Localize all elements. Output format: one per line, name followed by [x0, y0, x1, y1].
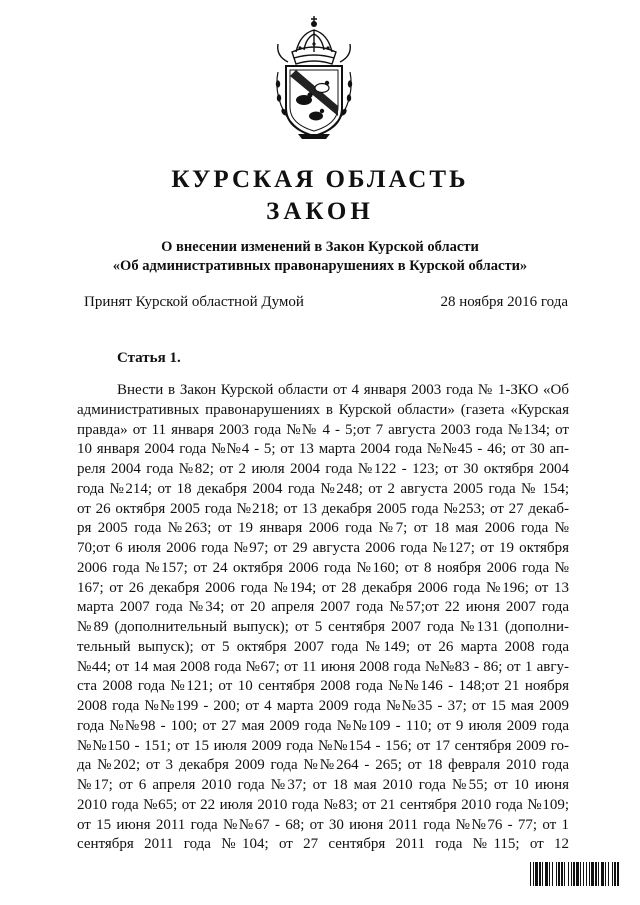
body-line: №№150 - 151; от 15 июля 2009 года №№154 - 156; от 17 сентября 2009 го-: [77, 737, 569, 754]
body-line: да №202; от 3 декабря 2009 года №№264 - 265; от 18 февраля 2010 года: [77, 757, 569, 774]
law-subtitle-line-2: «Об административных правонарушениях в Курской области»: [112, 258, 528, 274]
adopted-by: Принят Курской областной Думой: [84, 294, 304, 310]
body-line: тельный выпуск); от 5 октября 2007 года №149; от 26 марта 2008 года: [77, 638, 569, 655]
region-title: КУРСКАЯ ОБЛАСТЬ: [171, 166, 469, 193]
adoption-date: 28 ноября 2016 года: [440, 294, 568, 310]
body-line: года №№98 - 100; от 27 мая 2009 года №№109 - 110; от 9 июля 2009 года: [77, 717, 569, 734]
body-line: марта 2007 года №34; от 20 апреля 2007 года №57;от 22 июня 2007 года: [77, 599, 569, 616]
coat-of-arms-icon: [270, 12, 358, 140]
body-line: 2008 года №№199 - 200; от 4 марта 2009 года №№35 - 37; от 15 мая 2009: [77, 698, 569, 714]
body-line: 10 января 2004 года №№4 - 5; от 13 марта 2004 года №№45 - 46; от 30 ап-: [77, 441, 569, 458]
body-line: 2006 года №157; от 24 октября 2006 года №160; от 8 ноября 2006 года №: [77, 559, 569, 576]
article-heading: Статья 1.: [117, 350, 181, 366]
body-line: 70;от 6 июля 2006 года №97; от 29 августа 2006 года №127; от 19 октября: [77, 540, 569, 556]
adoption-row: [84, 294, 568, 311]
body-line: реля 2004 года №82; от 2 июля 2004 года №122 - 123; от 30 октября 2004: [77, 461, 569, 477]
body-line: правда» от 11 января 2003 года №№ 4 - 5;от 7 августа 2003 года №134; от: [77, 421, 569, 438]
body-line: от 15 июня 2011 года №№67 - 68; от 30 июня 2011 года №№76 - 77; от 1: [77, 816, 569, 833]
body-line: ста 2008 года №121; от 10 сентября 2008 года №№146 - 148;от 21 ноября: [77, 678, 569, 695]
barcode-icon: [530, 862, 620, 886]
article-body: [77, 381, 569, 855]
body-line: административных правонарушениях в Курской области» (газета «Курская: [77, 401, 569, 418]
body-line: 2010 года №65; от 22 июля 2010 года №83; от 21 сентября 2010 года №109;: [77, 796, 569, 813]
body-line: 167; от 26 декабря 2006 года №194; от 28 декабря 2006 года №196; от 13: [77, 579, 569, 596]
body-line: №17; от 6 апреля 2010 года №37; от 18 мая 2010 года №55; от 10 июня: [77, 777, 569, 793]
body-line: года №214; от 18 декабря 2004 года №248; от 2 августа 2005 года № 154;: [77, 480, 569, 497]
body-line: Внести в Закон Курской области от 4 января 2003 года № 1-ЗКО «Об: [117, 382, 569, 398]
body-line: сентября 2011 года №104; от 27 сентября 2011 года №115; от 12: [77, 836, 569, 853]
body-line: ря 2005 года №263; от 19 января 2006 года №7; от 18 мая 2006 года №: [77, 520, 569, 537]
body-line: №44; от 14 мая 2008 года №67; от 11 июня 2008 года №№83 - 86; от 1 авгу-: [77, 658, 569, 675]
document-type-title: ЗАКОН: [266, 198, 374, 225]
law-subtitle-line-1: О внесении изменений в Закон Курской области: [161, 239, 479, 255]
body-line: №89 (дополнительный выпуск); от 5 сентября 2007 года №131 (дополни-: [77, 619, 569, 635]
body-line: от 26 октября 2005 года №218; от 13 декабря 2005 года №253; от 27 декаб-: [77, 500, 569, 517]
